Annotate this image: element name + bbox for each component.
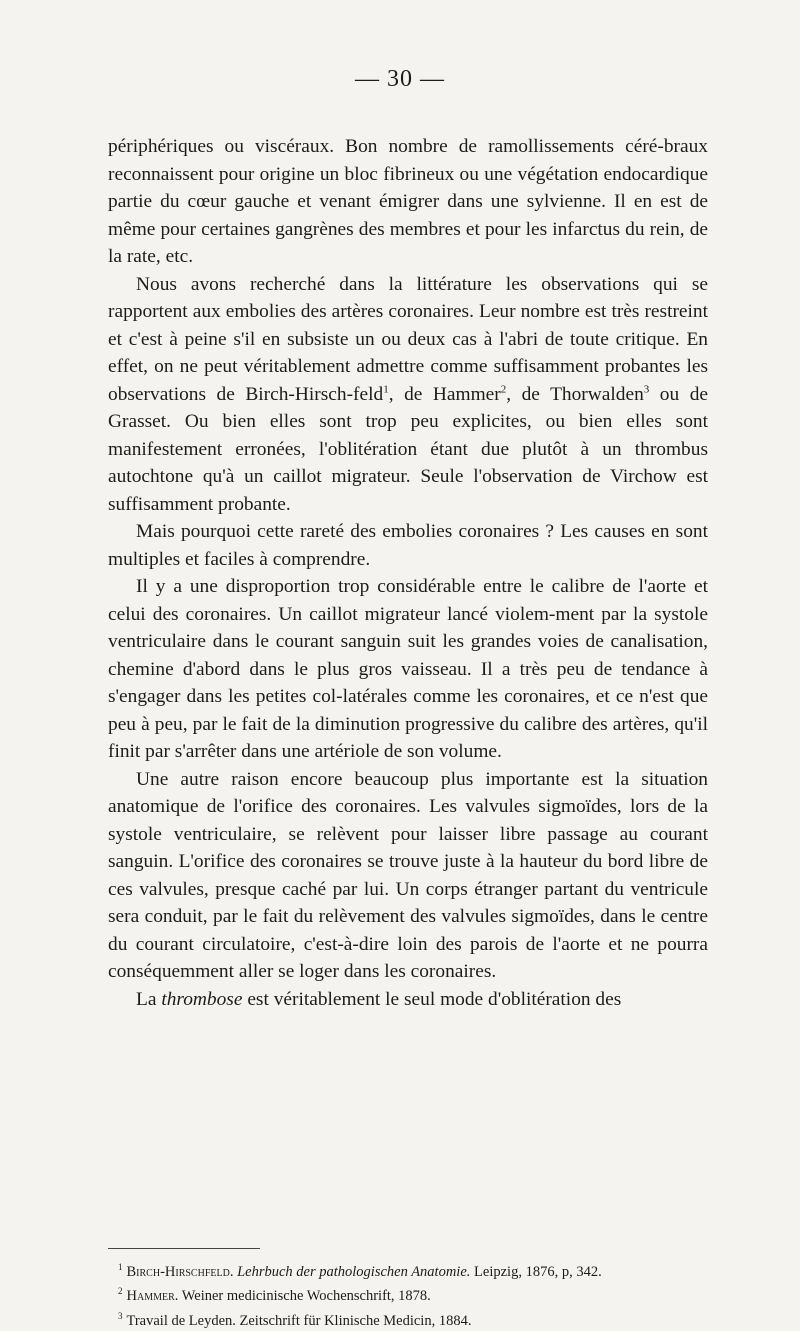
footnote-divider: [108, 1248, 260, 1249]
footnote-1-author: Birch-Hirschfeld.: [126, 1263, 234, 1280]
paragraph-6: [108, 986, 708, 1014]
paragraph-6-part-a: La: [136, 988, 162, 1010]
paragraph-2: [108, 271, 708, 519]
footnote-1-number: 1: [118, 1262, 123, 1272]
footnote-2: [118, 1282, 718, 1306]
footnote-1-title: Lehrbuch der pathologischen Anatomie.: [237, 1263, 471, 1280]
body-text: [108, 133, 708, 1013]
paragraph-2-part-b: , de Hammer: [388, 383, 501, 405]
paragraph-2-part-c: , de Thorwalden: [506, 383, 644, 405]
footnote-2-number: 2: [118, 1286, 123, 1297]
paragraph-2-part-a: Nous avons recherché dans la littérature les observations qui se rapportent aux embolies des artères coronaires. Leur nombre est très restreint et c'est à peine s'il en subsiste un ou deux cas à l'abri de toute critique. En effet, on ne peut véritablement admettre comme suffisamment probantes les observations de Birch-Hirsch-feld: [108, 273, 708, 405]
footnotes: [118, 1258, 718, 1331]
footnote-1: [118, 1258, 718, 1282]
footnote-ref-2[interactable]: 2: [500, 383, 507, 396]
footnote-ref-3[interactable]: 3: [643, 383, 650, 396]
paragraph-4: Il y a une disproportion trop considérable entre le calibre de l'aorte et celui des coronaires. Un caillot migrateur lancé violem-ment par la systole ventriculaire dans le courant sanguin suit les grandes voies de canalisation, chemine d'abord dans le plus gros vaisseau. Il a très peu de tendance à s'engager dans les petites col-latérales comme les coronaires, et ce n'est que peu à peu, par le fait de la diminution progressive du calibre des artères, qu'il finit par s'arrêter dans une artériole de son volume.: [108, 576, 708, 762]
paragraph-3: Mais pourquoi cette rareté des embolies coronaires ? Les causes en sont multiples et faciles à comprendre.: [108, 521, 708, 570]
footnote-3-rest: Travail de Leyden. Zeitschrift für Klinische Medicin, 1884.: [126, 1312, 472, 1329]
footnote-3: [118, 1307, 718, 1331]
paragraph-2-part-d: ou de Grasset. Ou bien elles sont trop peu explicites, ou bien elles sont manifestement erronées, l'oblitération étant due plutôt à un thrombus autochtone qu'à un caillot migrateur. Seule l'observation de Virchow est suffisamment probante.: [108, 383, 708, 515]
footnote-1-rest: Leipzig, 1876, p, 342.: [470, 1263, 602, 1280]
footnote-2-author: Hammer.: [126, 1288, 179, 1305]
paragraph-5: Une autre raison encore beaucoup plus importante est la situation anatomique de l'orifice des coronaires. Les valvules sigmoïdes, lors de la systole ventriculaire, se relèvent pour laisser libre passage au courant sanguin. L'orifice des coronaires se trouve juste à la hauteur du bord libre de ces valvules, presque caché par lui. Un corps étranger partant du ventricule sera conduit, par le fait du relèvement des valvules sigmoïdes, dans le centre du courant circulatoire, c'est-à-dire loin des parois de l'aorte et ne pourra conséquemment aller se loger dans les coronaires.: [108, 768, 708, 982]
page-number: — 30 —: [355, 66, 445, 92]
footnote-ref-1[interactable]: 1: [383, 383, 389, 396]
paragraph-1: périphériques ou viscéraux. Bon nombre de ramollissements céré-braux reconnaissent pour origine un bloc fibrineux ou une végétation endocardique partie du cœur gauche et venant émigrer dans une sylvienne. Il en est de même pour certaines gangrènes des membres et pour les infarctus du rein, de la rate, etc.: [108, 136, 708, 267]
paragraph-6-part-b: est véritablement le seul mode d'oblitération des: [242, 988, 622, 1010]
footnote-3-number: 3: [118, 1310, 123, 1321]
emphasis-thrombose: thrombose: [161, 988, 243, 1010]
footnote-2-rest: Weiner medicinische Wochenschrift, 1878.: [178, 1288, 431, 1305]
